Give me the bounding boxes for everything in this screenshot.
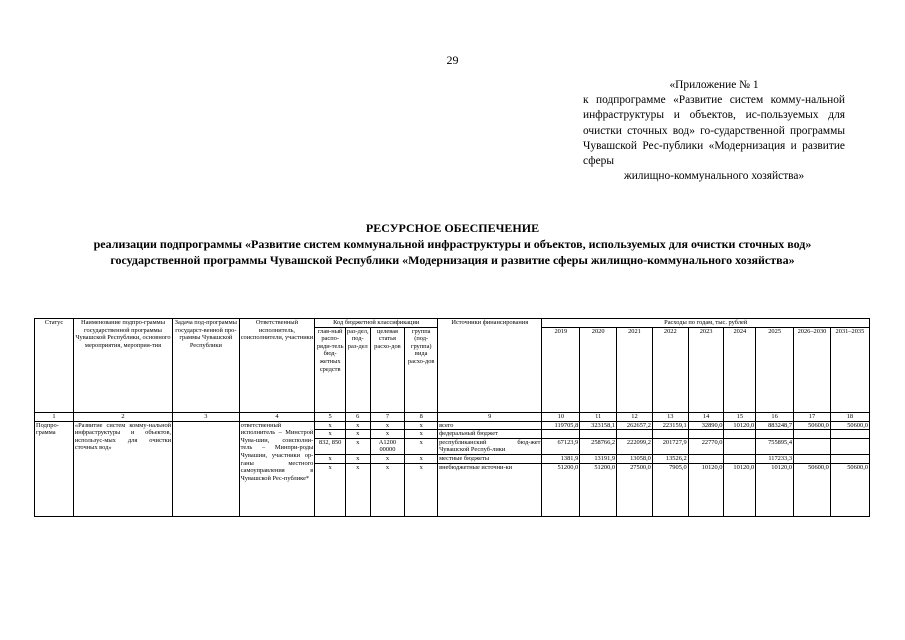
header-expenses: Расходы по годам, тыс. рублей	[542, 319, 870, 328]
header-budget-code: Код бюджетной классификации	[315, 319, 438, 328]
header-budget-sub: глав-ный распо-ряди-тель бюд-жетных средств	[315, 327, 346, 412]
cell-value	[580, 430, 617, 439]
cell-value: 10120,0	[724, 421, 756, 430]
cell-value: 50600,0	[830, 463, 869, 516]
cell-value: 32890,0	[688, 421, 724, 430]
column-number: 17	[794, 412, 831, 421]
cell-budget: x	[315, 454, 346, 463]
header-year: 2022	[652, 327, 688, 412]
column-number: 11	[580, 412, 617, 421]
cell-budget: A1200 00000	[370, 438, 405, 454]
cell-budget: x	[346, 438, 371, 454]
cell-value: 10120,0	[724, 463, 756, 516]
header-year: 2023	[688, 327, 724, 412]
column-number: 13	[652, 412, 688, 421]
header-budget-sub: целевая статья расхо-дов	[370, 327, 405, 412]
column-number: 8	[405, 412, 438, 421]
cell-value: 67123,9	[542, 438, 580, 454]
column-number: 12	[617, 412, 653, 421]
cell-budget: x	[346, 430, 371, 439]
page-number: 29	[446, 53, 459, 67]
cell-budget: x	[370, 463, 405, 516]
column-number: 3	[173, 412, 240, 421]
cell-value	[794, 454, 831, 463]
header-task: Задача под-программы государст-венной про-граммы Чувашской Республики	[173, 319, 240, 413]
row-executor: ответственный исполнитель – Минстрой Чува-шии, соисполни-тель – Минпри-роды Чувашии, участники ор-ганы местного самоуправления в Чувашской Рес-публике*	[239, 421, 315, 516]
cell-value	[688, 454, 724, 463]
column-number: 16	[756, 412, 794, 421]
cell-budget: x	[405, 454, 438, 463]
header-year: 2026–2030	[794, 327, 831, 412]
header-year: 2024	[724, 327, 756, 412]
header-row-1	[35, 319, 870, 328]
cell-value	[688, 430, 724, 439]
column-number: 6	[346, 412, 371, 421]
cell-value: 51200,0	[542, 463, 580, 516]
column-number: 2	[73, 412, 172, 421]
column-number: 14	[688, 412, 724, 421]
cell-value	[617, 430, 653, 439]
header-name: Наименование подпро-граммы государственной программы Чувашской Республики, основного мероприятия, мероприя-тия	[73, 319, 172, 413]
cell-budget: x	[346, 454, 371, 463]
cell-value: 323158,1	[580, 421, 617, 430]
cell-value	[756, 430, 794, 439]
header-year: 2020	[580, 327, 617, 412]
cell-value: 50600,0	[794, 463, 831, 516]
column-number: 18	[830, 412, 869, 421]
cell-value	[794, 430, 831, 439]
cell-source: внебюджетные источни-ки	[438, 463, 542, 516]
document-title	[60, 220, 845, 268]
cell-value	[724, 430, 756, 439]
cell-budget: x	[315, 430, 346, 439]
cell-value	[724, 438, 756, 454]
row-status: Подпро-грамма	[35, 421, 74, 516]
column-number: 10	[542, 412, 580, 421]
cell-value: 50600,0	[830, 421, 869, 430]
resource-table	[34, 318, 870, 517]
cell-budget: x	[370, 421, 405, 430]
cell-value	[542, 430, 580, 439]
cell-budget: 832, 850	[315, 438, 346, 454]
cell-value: 1381,9	[542, 454, 580, 463]
header-budget-sub: группа (под-группа) вида расхо-дов	[405, 327, 438, 412]
header-executor: Ответственный исполнитель, соисполнители, участники	[239, 319, 315, 413]
table-row	[35, 421, 870, 430]
cell-value: 258766,2	[580, 438, 617, 454]
cell-value: 222099,2	[617, 438, 653, 454]
cell-value: 262657,2	[617, 421, 653, 430]
cell-source: республиканский бюд-жет Чувашской Респуб-лики	[439, 438, 541, 454]
cell-value: 50600,0	[794, 421, 831, 430]
cell-source: местные бюджеты	[438, 454, 542, 463]
appendix-body: к подпрограмме «Развитие систем комму-нальной инфраструктуры и объектов, ис-пользуемых для очистки сточных вод» го-сударственной программы Чувашской Рес-публики «Модернизация и развитие сферы	[583, 94, 845, 168]
cell-budget: x	[370, 430, 405, 439]
cell-value: 13058,0	[617, 454, 653, 463]
cell-source: всего	[438, 421, 542, 430]
cell-budget: x	[370, 454, 405, 463]
header-sources: Источники финансирования	[438, 319, 542, 413]
header-budget-sub: раз-дел, под-раз-дел	[346, 327, 371, 412]
row-program-name: «Развитие систем комму-нальной инфраструктуры и объектов, использус-мых для очистки сточных вод»	[73, 421, 172, 516]
cell-value: 755895,4	[756, 438, 794, 454]
cell-value: 10120,0	[756, 463, 794, 516]
cell-value: 10120,0	[688, 463, 724, 516]
cell-value	[830, 438, 869, 454]
cell-budget: x	[346, 463, 371, 516]
column-number: 5	[315, 412, 346, 421]
cell-budget: x	[405, 438, 438, 454]
cell-budget: x	[315, 421, 346, 430]
cell-budget: x	[346, 421, 371, 430]
cell-value: 51200,0	[580, 463, 617, 516]
cell-source: федеральный бюджет	[438, 430, 542, 439]
appendix-tail: жилищно-коммунального хозяйства»	[623, 170, 805, 183]
appendix-note	[583, 78, 845, 184]
cell-value	[794, 438, 831, 454]
cell-value	[652, 430, 688, 439]
cell-value: 119705,8	[542, 421, 580, 430]
cell-value: 13191,9	[580, 454, 617, 463]
header-year: 2025	[756, 327, 794, 412]
header-year: 2019	[542, 327, 580, 412]
column-number: 7	[370, 412, 405, 421]
cell-budget: x	[405, 430, 438, 439]
cell-value	[724, 454, 756, 463]
cell-value: 223159,1	[652, 421, 688, 430]
column-numbers-row	[35, 412, 870, 421]
cell-value	[830, 430, 869, 439]
appendix-title: «Приложение № 1	[669, 79, 759, 91]
cell-value	[830, 454, 869, 463]
column-number: 15	[724, 412, 756, 421]
title-subheading: реализации подпрограммы «Развитие систем коммунальной инфраструктуры и объектов, используемых для очистки сточных вод» государственной программы Чувашской Республики «Модернизация и развитие сферы жилищно-коммунального хозяйства»	[93, 237, 812, 267]
header-year: 2031–2035	[830, 327, 869, 412]
cell-value: 201727,9	[652, 438, 688, 454]
cell-value: 883248,7	[756, 421, 794, 430]
title-heading: РЕСУРСНОЕ ОБЕСПЕЧЕНИЕ	[365, 221, 540, 235]
cell-budget: x	[405, 421, 438, 430]
column-number: 1	[35, 412, 74, 421]
header-status: Статус	[35, 319, 74, 413]
cell-budget: x	[315, 463, 346, 516]
cell-value: 13526,2	[652, 454, 688, 463]
cell-value: 27500,0	[617, 463, 653, 516]
cell-value: 7905,0	[652, 463, 688, 516]
cell-value: 22770,0	[688, 438, 724, 454]
row-task	[173, 421, 240, 516]
cell-value: 117233,3	[756, 454, 794, 463]
column-number: 4	[239, 412, 315, 421]
column-number: 9	[438, 412, 542, 421]
header-year: 2021	[617, 327, 653, 412]
cell-budget: x	[405, 463, 438, 516]
